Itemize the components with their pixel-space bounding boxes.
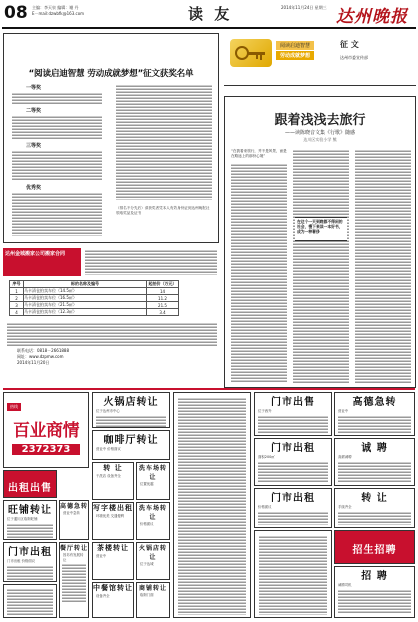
cell-name: 马卡清仓拍卖车位（21.5㎡）: [24, 302, 147, 309]
ad-cell: [92, 462, 134, 500]
ad-cell: [136, 542, 170, 580]
banner-small-text: 阅读启迪智慧: [276, 41, 314, 50]
ad-sub: 位于达州市中心: [96, 409, 120, 413]
table-row: [10, 309, 179, 316]
key-icon: [230, 39, 272, 67]
ads-banner-title: 百业商情: [13, 421, 79, 441]
ad-cell: [59, 542, 89, 618]
awards-list-4: [12, 192, 102, 236]
essay-pull-quote: 在这个一天到晚都不得闲的社会，慢下来读一本好书，成为一种奢侈: [295, 217, 347, 241]
ad-cell: [3, 542, 57, 582]
ad-sub: 环境优美 交通便利: [96, 514, 125, 518]
editor-line: 主编：李天泉 编辑：谢 丹: [32, 5, 79, 10]
auction-notice: [3, 248, 219, 378]
section-title: 读 友: [188, 5, 233, 23]
ad-title: 洗车场转让: [138, 505, 167, 521]
ad-column-filler: [173, 392, 251, 618]
banner-sponsor: 达州市委宣传部: [340, 55, 368, 60]
ad-title: 咖啡厅转让: [103, 435, 159, 446]
ad-sub: 设备齐全: [96, 594, 110, 598]
cell-no: 4: [10, 309, 24, 316]
ad-cell: [334, 530, 415, 564]
ad-cell: [3, 500, 57, 540]
awards-list-2: [12, 115, 102, 139]
ad-title: 高德急转: [60, 503, 89, 510]
table-row: [10, 295, 179, 302]
ad-title: 火锅店转让: [103, 397, 159, 408]
essay-author: 达川区实验小学 熊: [303, 137, 337, 142]
col-header-no: 序号: [10, 281, 24, 288]
awards-list-1: [12, 92, 102, 104]
essay-box: [224, 96, 416, 388]
page-number: 08: [4, 3, 28, 23]
awards-prize3: 三等奖: [26, 143, 42, 149]
awards-prize4: 优秀奖: [26, 185, 42, 191]
ads-banner-phone: 2372373: [12, 444, 80, 455]
issue-date: 2014年11月24日 星期三: [281, 5, 327, 10]
ad-sub: 面积200㎡: [258, 455, 275, 459]
essay-banner: [224, 33, 416, 93]
ad-cell: [92, 542, 134, 580]
ad-title: 火锅店转让: [138, 545, 167, 561]
ad-title: 商铺转让: [138, 585, 167, 592]
table-row: [10, 288, 179, 295]
ads-rule: [3, 388, 415, 390]
ad-sub: 门市出租 价格面议: [7, 559, 36, 563]
ad-cell: [334, 438, 415, 486]
ad-cell: [136, 582, 170, 618]
cell-name: 马卡清仓拍卖车位（12.3㎡）: [24, 309, 147, 316]
cell-name: 马卡清仓拍卖车位（14.5㎡）: [24, 288, 147, 295]
ad-title: 招 聘: [361, 571, 388, 582]
essay-col-3: [355, 149, 411, 383]
ad-cell: [3, 584, 57, 618]
ad-sub: 位置优越: [140, 482, 154, 486]
newspaper-logo: 达州晚报: [336, 7, 408, 27]
ad-cell: [92, 430, 170, 460]
ads-banner: [3, 392, 89, 468]
ad-cell: [92, 582, 134, 618]
ad-cell: [92, 502, 134, 540]
cell-price: 3.4: [147, 309, 179, 316]
ad-sub: 位于通川区临街旺铺: [7, 517, 38, 521]
ad-cell: [254, 438, 332, 486]
ad-sub: 手续齐全: [338, 505, 352, 509]
notice-table: [9, 280, 179, 316]
ad-sub: 临街门面: [140, 593, 154, 597]
notice-intro: [85, 249, 217, 275]
ad-sub: 高薪诚聘: [338, 455, 352, 459]
ad-cell: [334, 566, 415, 618]
cell-name: 马卡清仓拍卖车位（16.5㎡）: [24, 295, 147, 302]
hotline-label: 热线: [7, 403, 21, 411]
ad-sub: 诚聘司机: [338, 583, 352, 587]
ad-sub: 价格面议: [258, 505, 272, 509]
awards-list-3: [12, 150, 102, 180]
ad-sub: 营业中: [338, 409, 349, 413]
awards-box: [3, 33, 219, 243]
notice-contact: 联系电话：0818－2661888: [17, 348, 69, 353]
essay-col-1: [231, 163, 287, 383]
header-rule: [2, 27, 416, 29]
email-line: E－mail:dzwbfk@163.com: [32, 11, 85, 16]
notice-date: 2014年11月20日: [17, 360, 50, 365]
ad-title: 门市出租: [8, 547, 52, 558]
ad-cell: [3, 470, 57, 498]
awards-footer: （排名不分先后）请获奖者凭本人有效身份证到达州晚报社领取奖品及证书: [116, 206, 210, 215]
cell-price: 14: [147, 288, 179, 295]
awards-prize2: 二等奖: [26, 108, 42, 114]
ad-title: 门市出租: [271, 443, 315, 454]
ad-title: 高德急转: [352, 397, 397, 408]
ad-sub: 价格面议: [140, 522, 154, 526]
cell-price: 11.2: [147, 295, 179, 302]
ad-title: 转 让: [361, 493, 388, 504]
ad-cell: [92, 392, 170, 428]
cell-price: 21.5: [147, 302, 179, 309]
ad-title: 餐厅转让: [60, 545, 89, 552]
essay-lead: “在我看来旅行，并不是风景，而是在路途上的那份心境”: [231, 149, 287, 158]
ad-title: 转 让: [103, 464, 123, 472]
banner-divider: [224, 85, 416, 86]
ad-cell: [334, 488, 415, 528]
ad-sub: 因另有发展转让: [63, 553, 84, 562]
essay-subtitle: ——读陈晓音文集《行歌》随感: [284, 130, 355, 136]
cell-no: 1: [10, 288, 24, 295]
ad-sub: 营业中 价格面议: [96, 447, 121, 451]
awards-title: “阅读启迪智慧 劳动成就梦想”征文获奖名单: [28, 69, 194, 79]
ad-cell: [136, 462, 170, 500]
awards-list-right: [116, 84, 212, 200]
essay-title: 跟着浅浅去旅行: [274, 113, 366, 128]
ad-sub: 位于达城: [140, 562, 154, 566]
ad-title: 中餐馆转让: [93, 584, 133, 592]
ad-title: 写字楼出租: [93, 504, 133, 512]
ad-title: 出租出售: [8, 483, 52, 494]
ad-sub: 营业中: [96, 554, 107, 558]
ad-cell: [59, 500, 89, 540]
ad-title: 门市出租: [271, 493, 315, 504]
ad-cell: [254, 488, 332, 528]
notice-title: 达州金城搬家公司搬家合同: [3, 248, 81, 276]
ad-title: 旺铺转让: [8, 505, 52, 516]
col-header-name: 标的名称及编号: [24, 281, 147, 288]
ad-title: 诚 聘: [361, 443, 388, 454]
ad-sub: 干洗店 设备齐全: [96, 474, 121, 478]
cell-no: 3: [10, 302, 24, 309]
ad-title: 洗车场转让: [138, 465, 167, 481]
ad-title: 茶楼转让: [97, 544, 129, 552]
ad-cell: [334, 392, 415, 436]
awards-prize1: 一等奖: [26, 85, 42, 91]
ad-title: 招生招聘: [352, 545, 397, 556]
ad-sub: 营业中急转: [63, 511, 80, 515]
ad-title: 门市出售: [271, 397, 315, 408]
notice-website: 网址：www.dzpmw.com: [17, 354, 64, 359]
banner-mid-text: 劳动成就梦想: [276, 51, 314, 60]
essay-col-2: [293, 149, 349, 383]
cell-no: 2: [10, 295, 24, 302]
banner-tag: 征 文: [340, 40, 359, 49]
ad-sub: 位于西外: [258, 409, 272, 413]
ad-cell: [254, 530, 332, 618]
ad-cell: [136, 502, 170, 540]
notice-body: [7, 322, 217, 346]
ad-cell: [254, 392, 332, 436]
table-row: [10, 302, 179, 309]
col-header-price: 起拍价（万元）: [148, 281, 177, 286]
